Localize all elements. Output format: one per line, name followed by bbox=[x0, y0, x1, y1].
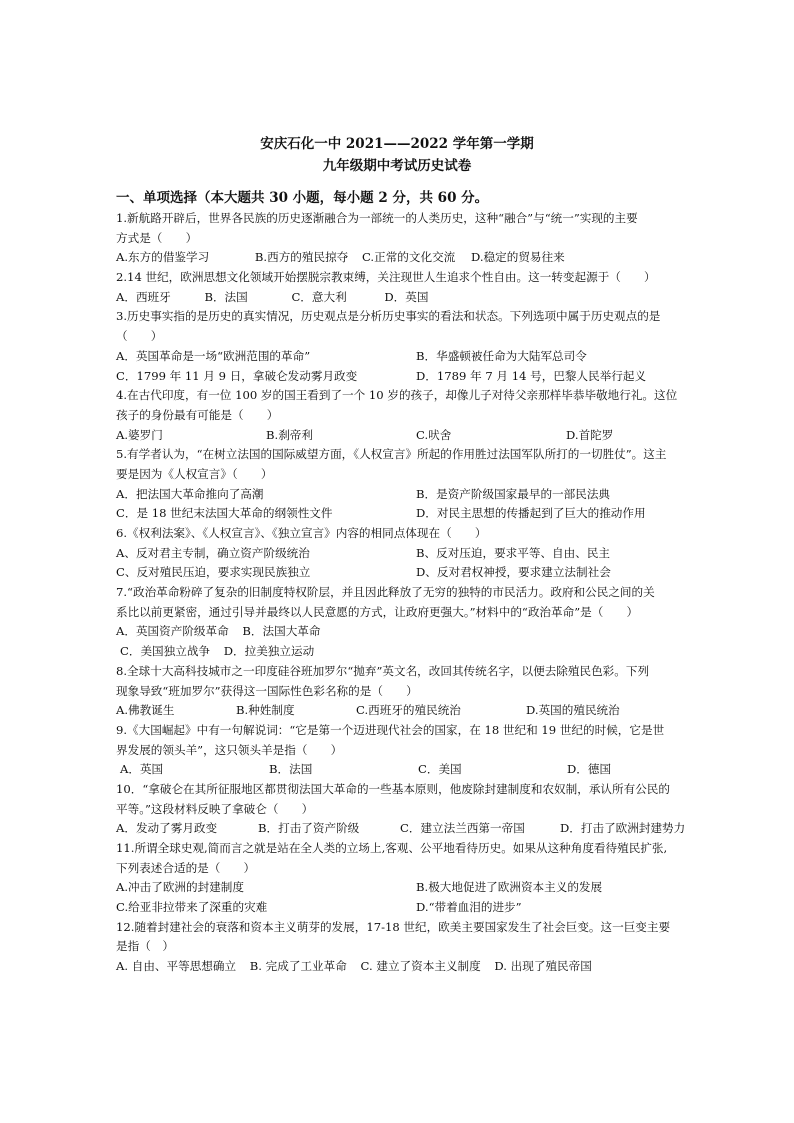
exam-school-title: 安庆石化一中 2021——2022 学年第一学期 bbox=[260, 136, 534, 152]
q3-options-row2 bbox=[116, 367, 716, 387]
q1-option-c: C.正常的文化交流 bbox=[361, 250, 456, 265]
q12-option-b: B. 完成了工业革命 bbox=[249, 959, 347, 974]
q8-stem-line2: 现象导致“班加罗尔”获得这一国际性色彩名称的是（ ） bbox=[116, 683, 418, 698]
q12-option-d: D. 出现了殖民帝国 bbox=[494, 959, 592, 974]
q5-stem-line2: 要是因为《人权宣言》（ ） bbox=[116, 466, 273, 481]
q2-option-a: A．西班牙 bbox=[116, 289, 171, 304]
question-list bbox=[116, 209, 716, 977]
q7-option-d: D．拉美独立运动 bbox=[223, 644, 315, 659]
q7-option-b: B．法国大革命 bbox=[242, 624, 321, 639]
q4-option-b: B.刹帝利 bbox=[266, 427, 313, 442]
q5-option-b: B．是资产阶级国家最早的一部民法典 bbox=[416, 486, 611, 501]
q9-stem-line1: 9.《大国崛起》中有一句解说词：“它是第一个迈进现代社会的国家，在 18 世纪和 19 世纪的时候，它是世 bbox=[116, 722, 665, 737]
q2-option-c: C．意大利 bbox=[291, 289, 347, 304]
q5-option-d: D．对民主思想的传播起到了巨大的推动作用 bbox=[416, 506, 646, 521]
q6-option-a: A、反对君主专制，确立资产阶级统治 bbox=[116, 545, 310, 560]
q5-options-row1 bbox=[116, 485, 716, 505]
q8-option-c: C.西班牙的殖民统治 bbox=[356, 703, 461, 718]
q11-option-d: D.“带着血泪的进步” bbox=[416, 900, 522, 915]
q10-option-d: D．打击了欧洲封建势力 bbox=[560, 821, 686, 836]
q4-options bbox=[116, 426, 716, 446]
q8-options bbox=[116, 701, 716, 721]
q10-option-c: C．建立法兰西第一帝国 bbox=[400, 821, 525, 836]
q8-option-a: A.佛教诞生 bbox=[116, 703, 175, 718]
q4-option-a: A.婆罗门 bbox=[116, 427, 163, 442]
q10-options bbox=[116, 819, 716, 839]
q8-option-d: D.英国的殖民统治 bbox=[526, 703, 620, 718]
q9-options bbox=[116, 760, 716, 780]
q6-option-c: C、反对殖民压迫，要求实现民族独立 bbox=[116, 565, 311, 580]
q9-stem-line2: 界发展的领头羊”，这只领头羊是指（ ） bbox=[116, 742, 343, 757]
q5-option-a: A．把法国大革命推向了高潮 bbox=[116, 486, 264, 501]
q1-stem-line2: 方式是（ ） bbox=[116, 230, 198, 245]
q11-option-c: C.给亚非拉带来了深重的灾难 bbox=[116, 900, 268, 915]
q7-options-row2 bbox=[116, 642, 716, 662]
q9-option-c: C．美国 bbox=[418, 762, 462, 777]
q2-stem-line1: 2.14 世纪，欧洲思想文化领域开始摆脱宗教束缚，关注现世人生追求个性自由。这一转变起源于（ ） bbox=[116, 270, 656, 285]
q8-stem-line1: 8.全球十大高科技城市之一印度硅谷班加罗尔“抛弃”英文名，改回其传统名字，以便去除殖民色彩。下列 bbox=[116, 663, 650, 678]
q2-option-d: D．英国 bbox=[384, 289, 429, 304]
q12-stem-line1: 12.随着封建社会的衰落和资本主义萌芽的发展，17-18 世纪，欧美主要国家发生了社会巨变。这一巨变主要 bbox=[116, 919, 671, 934]
q4-stem-line1: 4.在古代印度，有一位 100 岁的国王看到了一个 10 岁的孩子，却像儿子对待父亲那样毕恭毕敬地行礼。这位 bbox=[116, 388, 678, 403]
q2-option-b: B．法国 bbox=[204, 289, 248, 304]
q10-stem-line1: 10．“拿破仑在其所征服地区都贯彻法国大革命的一些基本原则，他废除封建制度和农奴制，承认所有公民的 bbox=[116, 781, 670, 796]
q7-options-row1 bbox=[116, 622, 716, 642]
q7-stem-line1: 7.“政治革命粉碎了复杂的旧制度特权阶层，并且因此释放了无穷的独特的市民活力。政府和公民之间的关 bbox=[116, 585, 655, 600]
q5-options-row2 bbox=[116, 504, 716, 524]
q11-stem-line2: 下列表述合适的是（ ） bbox=[116, 860, 256, 875]
q1-option-a: A.东方的借鉴学习 bbox=[116, 250, 210, 265]
q12-options bbox=[116, 957, 716, 977]
q1-stem-line1: 1.新航路开辟后，世界各民族的历史逐渐融合为一部统一的人类历史，这种“融合”与“统一”实现的主要 bbox=[116, 211, 638, 225]
q3-options-row1 bbox=[116, 347, 716, 367]
q6-stem-line1: 6.《权利法案》、《人权宣言》、《独立宣言》内容的相同点体现在（ ） bbox=[116, 526, 487, 540]
q5-stem-line1: 5.有学者认为，“在树立法国的国际威望方面，《人权宣言》所起的作用胜过法国军队所打的一切胜仗”。这主 bbox=[116, 447, 667, 462]
q6-options-row1 bbox=[116, 544, 716, 564]
q11-stem-line1: 11.所谓全球史观,简而言之就是站在全人类的立场上,客观、公平地看待历史。如果从这种角度看待殖民扩张, bbox=[116, 841, 668, 855]
q11-options-row2 bbox=[116, 898, 716, 918]
q7-stem-line2: 系比以前更紧密，通过引导并最终以人民意愿的方式，让政府更强大。”材料中的“政治革命”是（ ） bbox=[116, 604, 639, 619]
q9-option-d: D．德国 bbox=[567, 762, 612, 777]
q11-option-b: B.极大地促进了欧洲资本主义的发展 bbox=[416, 880, 603, 895]
q1-option-b: B.西方的殖民掠夺 bbox=[254, 250, 349, 265]
q7-option-a: A．英国资产阶级革命 bbox=[116, 624, 229, 639]
q10-option-b: B．打击了资产阶级 bbox=[258, 821, 360, 836]
q10-stem-line2: 平等。”这段材料反映了拿破仑（ ） bbox=[116, 801, 314, 816]
q9-option-b: B．法国 bbox=[269, 762, 313, 777]
q10-option-a: A．发动了雾月政变 bbox=[116, 821, 218, 836]
q4-stem-line2: 孩子的身份最有可能是（ ） bbox=[116, 407, 279, 422]
q11-options-row1 bbox=[116, 878, 716, 898]
q3-option-d: D．1789 年 7 月 14 号，巴黎人民举行起义 bbox=[416, 368, 647, 383]
q1-option-d: D.稳定的贸易往来 bbox=[470, 250, 565, 265]
exam-subject-title: 九年级期中考试历史试卷 bbox=[322, 158, 472, 174]
q2-options bbox=[116, 288, 716, 308]
section-heading: 一、单项选择（本大题共 30 小题，每小题 2 分，共 60 分。 bbox=[116, 190, 489, 206]
q12-option-c: C. 建立了资本主义制度 bbox=[360, 959, 481, 974]
q7-option-c: C．美国独立战争 bbox=[120, 644, 211, 659]
q6-options-row2 bbox=[116, 563, 716, 583]
q1-options bbox=[116, 248, 716, 268]
q11-option-a: A.冲击了欧洲的封建制度 bbox=[116, 880, 244, 895]
q12-option-a: A. 自由、平等思想确立 bbox=[116, 959, 237, 974]
q9-option-a: A．英国 bbox=[120, 762, 164, 777]
q12-stem-line2: 是指（ ） bbox=[116, 939, 174, 954]
q4-option-d: D.首陀罗 bbox=[566, 427, 614, 442]
q5-option-c: C．是 18 世纪末法国大革命的纲领性文件 bbox=[116, 506, 333, 521]
q3-option-a: A．英国革命是一场“欧洲范围的革命” bbox=[116, 348, 311, 363]
q3-stem-line2: （ ） bbox=[116, 329, 163, 344]
q3-option-c: C．1799 年 11 月 9 日，拿破仑发动雾月政变 bbox=[116, 368, 358, 383]
q6-option-b: B、反对压迫，要求平等、自由、民主 bbox=[416, 545, 611, 560]
q6-option-d: D、反对君权神授，要求建立法制社会 bbox=[416, 565, 611, 580]
q3-option-b: B．华盛顿被任命为大陆军总司令 bbox=[416, 348, 587, 363]
q3-stem-line1: 3.历史事实指的是历史的真实情况，历史观点是分析历史事实的看法和状态。下列选项中属于历史观点的是 bbox=[116, 309, 661, 324]
q8-option-b: B.种姓制度 bbox=[236, 703, 295, 718]
q4-option-c: C.吠舍 bbox=[416, 427, 452, 442]
